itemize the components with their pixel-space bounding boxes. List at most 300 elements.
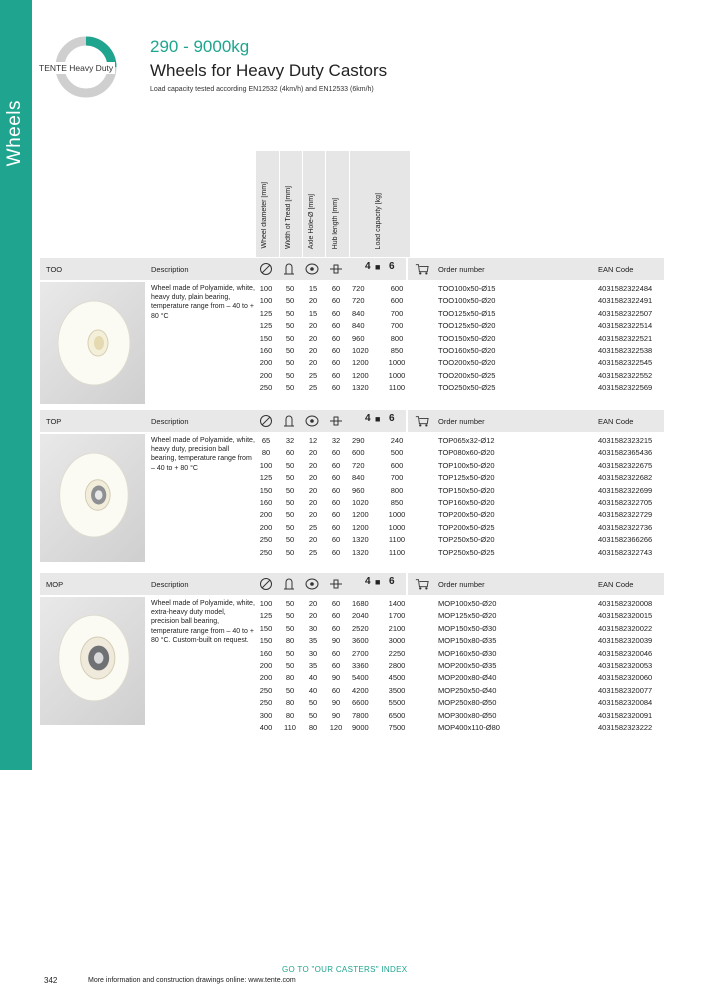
ean-code-label: EAN Code bbox=[598, 417, 634, 426]
axle-hole-cell: 20 bbox=[308, 321, 318, 331]
load-4kmh-cell: 600 bbox=[352, 448, 365, 458]
order-number-cell: TOO200x50-Ø20 bbox=[438, 358, 496, 368]
wheel-photo-top bbox=[40, 434, 145, 562]
hub-length-cell: 90 bbox=[331, 698, 341, 708]
tread-width-cell: 50 bbox=[285, 345, 295, 355]
axle-hole-cell: 20 bbox=[308, 296, 318, 306]
wheel-diameter-cell: 65 bbox=[261, 436, 271, 445]
hub-length-cell: 32 bbox=[331, 436, 341, 445]
wheel-diameter-cell: 200 bbox=[259, 673, 273, 683]
wheel-diameter-cell: 250 bbox=[259, 547, 273, 557]
ean-code-cell: 4031582322675 bbox=[598, 460, 653, 470]
ean-code-cell: 4031582322507 bbox=[598, 308, 653, 318]
table-row bbox=[256, 598, 664, 610]
wheel-diameter-cell: 300 bbox=[259, 710, 273, 720]
sidebar-label: Wheels bbox=[4, 100, 25, 167]
weight-range: 290 - 9000kg bbox=[150, 37, 250, 56]
ean-code-cell: 4031582322699 bbox=[598, 485, 653, 495]
wheel-diameter-cell: 100 bbox=[259, 599, 273, 608]
page-number: 342 bbox=[44, 976, 58, 985]
speed-6-icon: 6 bbox=[389, 576, 395, 587]
tread-width-cell: 50 bbox=[285, 497, 295, 507]
wheel-diameter-cell: 200 bbox=[259, 522, 273, 532]
table-row bbox=[256, 547, 664, 559]
wheel-diameter-cell: 150 bbox=[259, 485, 273, 495]
axle-hole-cell: 20 bbox=[308, 599, 318, 608]
load-6kmh-cell: 3000 bbox=[388, 636, 406, 646]
speed-6-icon: 6 bbox=[389, 261, 395, 272]
ean-code-cell: 4031582320060 bbox=[598, 673, 653, 683]
ean-code-label: EAN Code bbox=[598, 580, 634, 589]
axle-hole-cell: 20 bbox=[308, 345, 318, 355]
axle-hole-cell: 20 bbox=[308, 473, 318, 483]
hub-length-cell: 60 bbox=[331, 345, 341, 355]
table-row bbox=[256, 308, 664, 320]
hub-length-cell: 60 bbox=[331, 510, 341, 520]
load-6kmh-cell: 1000 bbox=[388, 358, 406, 368]
hub-length-cell: 60 bbox=[331, 485, 341, 495]
load-4kmh-cell: 1200 bbox=[352, 522, 369, 532]
load-6kmh-cell: 500 bbox=[390, 448, 404, 458]
load-4kmh-cell: 1320 bbox=[352, 535, 369, 545]
load-4kmh-cell: 2520 bbox=[352, 623, 369, 633]
ean-code-cell: 4031582320077 bbox=[598, 685, 653, 695]
load-6kmh-cell: 850 bbox=[390, 345, 404, 355]
load-6kmh-cell: 600 bbox=[390, 460, 404, 470]
order-number-cell: MOP150x80-Ø35 bbox=[438, 636, 497, 646]
table-row bbox=[256, 522, 664, 534]
axle-hole-cell: 80 bbox=[308, 722, 318, 732]
trolley-icon bbox=[415, 577, 431, 591]
ean-code-cell: 4031582322538 bbox=[598, 345, 653, 355]
hub-length-cell: 60 bbox=[331, 308, 341, 318]
hub-length-cell: 60 bbox=[331, 448, 341, 458]
axle-hole-cell: 20 bbox=[308, 535, 318, 545]
order-number-cell: TOP200x50-Ø20 bbox=[438, 510, 495, 520]
load-4kmh-cell: 960 bbox=[352, 333, 365, 343]
ean-code-cell: 4031582322569 bbox=[598, 383, 653, 393]
wheel-diameter-icon bbox=[259, 414, 273, 428]
wheel-diameter-cell: 150 bbox=[259, 636, 273, 646]
tread-width-cell: 50 bbox=[285, 535, 295, 545]
load-4kmh-cell: 720 bbox=[352, 296, 365, 306]
order-number-cell: MOP125x50-Ø20 bbox=[438, 611, 497, 621]
load-6kmh-cell: 700 bbox=[390, 473, 404, 483]
tread-width-cell: 80 bbox=[285, 673, 295, 683]
load-4kmh-cell: 960 bbox=[352, 485, 365, 495]
table-row bbox=[256, 370, 664, 382]
tread-width-cell: 80 bbox=[285, 698, 295, 708]
table-row bbox=[256, 497, 664, 509]
ean-code-cell: 4031582322545 bbox=[598, 358, 653, 368]
load-4kmh-cell: 1200 bbox=[352, 358, 369, 368]
section-description: Wheel made of Polyamide, white, heavy duty, precision ball bearing, temperature range from – 40 to + 80 °C bbox=[151, 437, 255, 472]
axle-hole-cell: 25 bbox=[308, 547, 318, 557]
section-code: MOP bbox=[46, 580, 64, 589]
hub-length-cell: 60 bbox=[331, 623, 341, 633]
hub-length-cell: 60 bbox=[331, 321, 341, 331]
load-4kmh-cell: 1320 bbox=[352, 547, 369, 557]
col-axle-hole: Axle Hole-Ø [mm] bbox=[308, 193, 315, 249]
load-6kmh-cell: 1100 bbox=[388, 535, 406, 545]
load-4kmh-cell: 1320 bbox=[352, 383, 369, 393]
load-4kmh-cell: 3360 bbox=[352, 660, 369, 670]
load-6kmh-cell: 800 bbox=[390, 485, 404, 495]
weight-icon: ■ bbox=[375, 262, 381, 272]
tread-width-cell: 50 bbox=[285, 510, 295, 520]
tread-width-icon bbox=[282, 262, 296, 276]
order-number-cell: TOO100x50-Ø15 bbox=[438, 284, 496, 293]
tread-width-cell: 50 bbox=[285, 685, 295, 695]
speed-4-icon: 4 bbox=[365, 261, 371, 272]
tread-width-cell: 80 bbox=[285, 636, 295, 646]
order-number-label: Order number bbox=[438, 417, 485, 426]
table-row bbox=[256, 295, 664, 307]
axle-hole-icon bbox=[305, 262, 319, 276]
table-row bbox=[256, 672, 664, 684]
order-number-cell: TOO160x50-Ø20 bbox=[438, 345, 496, 355]
table-row bbox=[256, 648, 664, 660]
load-6kmh-cell: 1400 bbox=[388, 599, 406, 608]
ean-code-cell: 4031582320015 bbox=[598, 611, 653, 621]
hub-length-cell: 60 bbox=[331, 333, 341, 343]
page-title: Wheels for Heavy Duty Castors bbox=[150, 61, 388, 80]
description-label: Description bbox=[151, 265, 189, 274]
sidebar bbox=[0, 0, 32, 770]
table-row bbox=[256, 460, 664, 472]
wheel-diameter-cell: 200 bbox=[259, 358, 273, 368]
order-number-cell: TOO200x50-Ø25 bbox=[438, 370, 496, 380]
tread-width-cell: 50 bbox=[285, 358, 295, 368]
load-4kmh-cell: 7800 bbox=[352, 710, 369, 720]
wheel-diameter-cell: 150 bbox=[259, 333, 273, 343]
order-number-cell: TOP250x50-Ø20 bbox=[438, 535, 495, 545]
axle-hole-icon bbox=[305, 414, 319, 428]
axle-hole-cell: 40 bbox=[308, 685, 318, 695]
load-4kmh-cell: 1200 bbox=[352, 370, 369, 380]
ean-code-cell: 4031582322521 bbox=[598, 333, 653, 343]
tread-width-cell: 50 bbox=[285, 333, 295, 343]
ean-code-cell: 4031582320053 bbox=[598, 660, 653, 670]
order-number-cell: TOP200x50-Ø25 bbox=[438, 522, 495, 532]
axle-hole-cell: 20 bbox=[308, 460, 318, 470]
footer-note: More information and construction drawings online: www.tente.com bbox=[88, 977, 296, 984]
order-number-cell: TOO250x50-Ø25 bbox=[438, 383, 496, 393]
load-6kmh-cell: 4500 bbox=[388, 673, 406, 683]
axle-hole-cell: 20 bbox=[308, 333, 318, 343]
hub-length-cell: 60 bbox=[331, 611, 341, 621]
table-row bbox=[256, 485, 664, 497]
hub-length-icon bbox=[329, 577, 343, 591]
axle-hole-cell: 25 bbox=[308, 370, 318, 380]
order-number-cell: TOO150x50-Ø20 bbox=[438, 333, 496, 343]
hub-length-cell: 120 bbox=[329, 722, 343, 732]
axle-hole-cell: 20 bbox=[308, 448, 318, 458]
order-number-cell: TOO100x50-Ø20 bbox=[438, 296, 496, 306]
tread-width-cell: 50 bbox=[285, 648, 295, 658]
load-4kmh-cell: 840 bbox=[352, 321, 365, 331]
section-header-band bbox=[40, 573, 664, 595]
order-number-cell: MOP400x110-Ø80 bbox=[438, 722, 500, 732]
wheel-diameter-icon bbox=[259, 577, 273, 591]
axle-hole-cell: 20 bbox=[308, 611, 318, 621]
axle-hole-cell: 20 bbox=[308, 485, 318, 495]
load-6kmh-cell: 6500 bbox=[388, 710, 406, 720]
axle-hole-cell: 25 bbox=[308, 383, 318, 393]
page-subtitle: Load capacity tested according EN12532 (4km/h) and EN12533 (6km/h) bbox=[150, 86, 374, 93]
load-4kmh-cell: 840 bbox=[352, 308, 365, 318]
load-4kmh-cell: 9000 bbox=[352, 722, 369, 732]
tread-width-cell: 50 bbox=[285, 522, 295, 532]
load-4kmh-cell: 720 bbox=[352, 284, 365, 293]
order-number-cell: TOP125x50-Ø20 bbox=[438, 473, 495, 483]
hub-length-cell: 60 bbox=[331, 497, 341, 507]
table-row bbox=[256, 623, 664, 635]
wheel-diameter-cell: 80 bbox=[261, 448, 271, 458]
table-row bbox=[256, 345, 664, 357]
wheel-photo-mop bbox=[40, 597, 145, 725]
axle-hole-cell: 15 bbox=[308, 284, 318, 293]
load-6kmh-cell: 5500 bbox=[388, 698, 406, 708]
table-row bbox=[256, 283, 664, 295]
col-wheel-diameter: Wheel diameter [mm] bbox=[261, 182, 268, 249]
ean-code-cell: 4031582323215 bbox=[598, 436, 653, 445]
tread-width-cell: 50 bbox=[285, 370, 295, 380]
load-6kmh-cell: 700 bbox=[390, 308, 404, 318]
tread-width-cell: 50 bbox=[285, 547, 295, 557]
hub-length-cell: 60 bbox=[331, 535, 341, 545]
load-6kmh-cell: 600 bbox=[390, 296, 404, 306]
table-row bbox=[256, 660, 664, 672]
ean-code-cell: 4031582322682 bbox=[598, 473, 653, 483]
order-number-cell: TOP080x60-Ø20 bbox=[438, 448, 495, 458]
data-rows bbox=[256, 598, 664, 734]
hub-length-cell: 60 bbox=[331, 648, 341, 658]
load-6kmh-cell: 850 bbox=[390, 497, 404, 507]
wheel-diameter-cell: 160 bbox=[259, 497, 273, 507]
wheel-diameter-cell: 160 bbox=[259, 648, 273, 658]
order-number-cell: MOP250x50-Ø40 bbox=[438, 685, 497, 695]
wheel-diameter-cell: 200 bbox=[259, 370, 273, 380]
weight-icon: ■ bbox=[375, 414, 381, 424]
tread-width-icon bbox=[282, 414, 296, 428]
speed-6-icon: 6 bbox=[389, 413, 395, 424]
wheel-diameter-cell: 125 bbox=[259, 611, 273, 621]
table-row bbox=[256, 320, 664, 332]
section-description: Wheel made of Polyamide, white, heavy duty, plain bearing, temperature range from – 40 to + 80 °C bbox=[151, 285, 255, 320]
order-number-label: Order number bbox=[438, 265, 485, 274]
ean-code-cell: 4031582320022 bbox=[598, 623, 653, 633]
axle-hole-cell: 30 bbox=[308, 623, 318, 633]
load-4kmh-cell: 2700 bbox=[352, 648, 369, 658]
hub-length-cell: 90 bbox=[331, 710, 341, 720]
tread-width-cell: 50 bbox=[285, 296, 295, 306]
load-4kmh-cell: 1200 bbox=[352, 510, 369, 520]
tread-width-cell: 50 bbox=[285, 383, 295, 393]
tread-width-cell: 50 bbox=[285, 660, 295, 670]
wheel-diameter-cell: 250 bbox=[259, 685, 273, 695]
load-4kmh-cell: 720 bbox=[352, 460, 365, 470]
wheel-diameter-cell: 400 bbox=[259, 722, 273, 732]
tread-width-cell: 50 bbox=[285, 308, 295, 318]
ean-code-cell: 4031582320039 bbox=[598, 636, 653, 646]
section-header-band bbox=[40, 410, 664, 432]
load-6kmh-cell: 2100 bbox=[388, 623, 406, 633]
ean-code-cell: 4031582320046 bbox=[598, 648, 653, 658]
load-4kmh-cell: 3600 bbox=[352, 636, 369, 646]
trolley-icon bbox=[415, 262, 431, 276]
tread-width-cell: 32 bbox=[285, 436, 295, 445]
hub-length-cell: 60 bbox=[331, 370, 341, 380]
table-row bbox=[256, 610, 664, 622]
wheel-diameter-cell: 160 bbox=[259, 345, 273, 355]
ean-code-cell: 4031582366266 bbox=[598, 535, 653, 545]
hub-length-cell: 60 bbox=[331, 599, 341, 608]
ean-code-cell: 4031582322743 bbox=[598, 547, 653, 557]
order-number-cell: MOP300x80-Ø50 bbox=[438, 710, 497, 720]
order-number-cell: TOP150x50-Ø20 bbox=[438, 485, 495, 495]
load-4kmh-cell: 6600 bbox=[352, 698, 369, 708]
ean-code-cell: 4031582322729 bbox=[598, 510, 653, 520]
axle-hole-cell: 20 bbox=[308, 497, 318, 507]
tread-width-cell: 50 bbox=[285, 485, 295, 495]
section-header-band bbox=[40, 258, 664, 280]
casters-index-link[interactable]: GO TO "OUR CASTERS" INDEX bbox=[282, 965, 408, 974]
speed-4-icon: 4 bbox=[365, 413, 371, 424]
load-4kmh-cell: 1680 bbox=[352, 599, 369, 608]
load-6kmh-cell: 2800 bbox=[388, 660, 406, 670]
table-row bbox=[256, 472, 664, 484]
load-6kmh-cell: 700 bbox=[390, 321, 404, 331]
tread-width-cell: 50 bbox=[285, 623, 295, 633]
tread-width-icon bbox=[282, 577, 296, 591]
axle-hole-cell: 50 bbox=[308, 698, 318, 708]
tread-width-cell: 110 bbox=[284, 722, 296, 732]
order-number-cell: MOP200x80-Ø40 bbox=[438, 673, 497, 683]
axle-hole-cell: 35 bbox=[308, 660, 318, 670]
ean-code-cell: 4031582322552 bbox=[598, 370, 653, 380]
order-number-cell: TOP160x50-Ø20 bbox=[438, 497, 495, 507]
wheel-diameter-cell: 250 bbox=[259, 383, 273, 393]
wheel-diameter-cell: 100 bbox=[259, 296, 273, 306]
tread-width-cell: 60 bbox=[285, 448, 295, 458]
wheel-diameter-cell: 100 bbox=[259, 284, 273, 293]
wheel-photo-too bbox=[40, 282, 145, 404]
axle-hole-cell: 30 bbox=[308, 648, 318, 658]
ean-code-cell: 4031582320008 bbox=[598, 599, 653, 608]
load-6kmh-cell: 1100 bbox=[388, 383, 406, 393]
wheel-diameter-cell: 250 bbox=[259, 535, 273, 545]
order-number-cell: MOP100x50-Ø20 bbox=[438, 599, 497, 608]
table-row bbox=[256, 357, 664, 369]
section-description: Wheel made of Polyamide, white, extra-heavy duty model, precision ball bearing, temperature range from – 40 to + 80 °C. Custom-built on request. bbox=[151, 600, 255, 644]
col-tread-width: Width of Tread [mm] bbox=[285, 185, 292, 249]
description-label: Description bbox=[151, 580, 189, 589]
data-rows bbox=[256, 283, 664, 395]
hub-length-cell: 60 bbox=[331, 473, 341, 483]
table-row bbox=[256, 333, 664, 345]
order-number-cell: MOP150x50-Ø30 bbox=[438, 623, 497, 633]
tread-width-cell: 50 bbox=[285, 599, 295, 608]
axle-hole-icon bbox=[305, 577, 319, 591]
axle-hole-cell: 25 bbox=[308, 522, 318, 532]
col-load-capacity: Load capacity [kg] bbox=[375, 192, 382, 249]
axle-hole-cell: 40 bbox=[308, 673, 318, 683]
section-code: TOP bbox=[46, 417, 62, 426]
load-6kmh-cell: 800 bbox=[390, 333, 404, 343]
order-number-cell: TOP065x32-Ø12 bbox=[438, 436, 495, 445]
tread-width-cell: 50 bbox=[285, 611, 295, 621]
load-4kmh-cell: 290 bbox=[352, 436, 365, 445]
ean-code-cell: 4031582320091 bbox=[598, 710, 653, 720]
order-number-cell: TOO125x50-Ø15 bbox=[438, 308, 496, 318]
tread-width-cell: 80 bbox=[285, 710, 295, 720]
tread-width-cell: 50 bbox=[285, 473, 295, 483]
weight-icon: ■ bbox=[375, 577, 381, 587]
table-row bbox=[256, 534, 664, 546]
hub-length-cell: 60 bbox=[331, 358, 341, 368]
wheel-diameter-cell: 125 bbox=[259, 308, 273, 318]
hub-length-cell: 60 bbox=[331, 383, 341, 393]
hub-length-cell: 60 bbox=[331, 522, 341, 532]
order-number-cell: TOP100x50-Ø20 bbox=[438, 460, 495, 470]
table-row bbox=[256, 710, 664, 722]
wheel-diameter-cell: 200 bbox=[259, 660, 273, 670]
axle-hole-cell: 35 bbox=[308, 636, 318, 646]
load-6kmh-cell: 1000 bbox=[388, 370, 406, 380]
load-6kmh-cell: 1100 bbox=[388, 547, 406, 557]
ean-code-cell: 4031582322491 bbox=[598, 296, 653, 306]
axle-hole-cell: 12 bbox=[308, 436, 318, 445]
wheel-diameter-cell: 150 bbox=[259, 623, 273, 633]
load-6kmh-cell: 1000 bbox=[388, 510, 406, 520]
load-6kmh-cell: 240 bbox=[390, 436, 404, 445]
table-row bbox=[256, 509, 664, 521]
wheel-diameter-cell: 125 bbox=[259, 321, 273, 331]
ean-code-cell: 4031582322705 bbox=[598, 497, 653, 507]
table-row bbox=[256, 435, 664, 447]
axle-hole-cell: 20 bbox=[308, 358, 318, 368]
table-row bbox=[256, 697, 664, 709]
load-6kmh-cell: 3500 bbox=[388, 685, 406, 695]
trolley-icon bbox=[415, 414, 431, 428]
axle-hole-cell: 50 bbox=[308, 710, 318, 720]
speed-4-icon: 4 bbox=[365, 576, 371, 587]
hub-length-icon bbox=[329, 262, 343, 276]
load-4kmh-cell: 840 bbox=[352, 473, 365, 483]
hub-length-cell: 60 bbox=[331, 460, 341, 470]
order-number-label: Order number bbox=[438, 580, 485, 589]
hub-length-icon bbox=[329, 414, 343, 428]
order-number-cell: MOP250x80-Ø50 bbox=[438, 698, 497, 708]
table-row bbox=[256, 447, 664, 459]
table-row bbox=[256, 722, 664, 734]
hub-length-cell: 60 bbox=[331, 660, 341, 670]
load-4kmh-cell: 4200 bbox=[352, 685, 369, 695]
table-row bbox=[256, 635, 664, 647]
ean-code-cell: 4031582365436 bbox=[598, 448, 653, 458]
load-4kmh-cell: 2040 bbox=[352, 611, 369, 621]
wheel-diameter-cell: 100 bbox=[259, 460, 273, 470]
tread-width-cell: 50 bbox=[285, 321, 295, 331]
hub-length-cell: 60 bbox=[331, 296, 341, 306]
order-number-cell: MOP200x50-Ø35 bbox=[438, 660, 497, 670]
load-6kmh-cell: 600 bbox=[390, 284, 404, 293]
hub-length-cell: 60 bbox=[331, 685, 341, 695]
load-4kmh-cell: 5400 bbox=[352, 673, 369, 683]
load-6kmh-cell: 1000 bbox=[388, 522, 406, 532]
load-6kmh-cell: 7500 bbox=[388, 722, 406, 732]
